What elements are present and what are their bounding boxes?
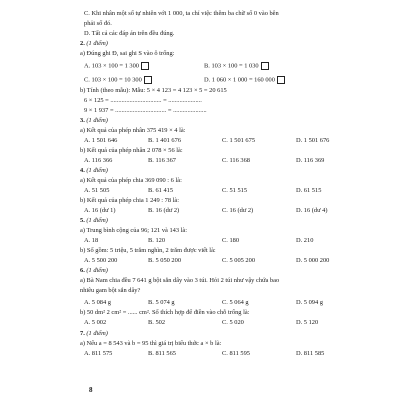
q1-option-c: C. Khi nhân một số tự nhiên với 1 000, ta chỉ việc thêm ba chữ số 0 vào bên [84, 10, 279, 17]
q2a-option-d [204, 76, 285, 84]
option-b: B. 5 050 200 [148, 257, 182, 264]
question-7-heading [80, 330, 108, 338]
question-4-heading [80, 167, 108, 175]
option-d: D. 116 369 [296, 157, 325, 164]
q2b-line-2: 9 × 1 937 = ................................ = ..................... [84, 107, 207, 114]
question-6-heading [80, 267, 108, 275]
question-3-heading [80, 117, 108, 125]
option-d: D. 5 120 [296, 319, 319, 326]
option-c: C. 51 515 [222, 187, 248, 194]
option-b: B. 61 415 [148, 187, 174, 194]
option-d: D. 5 094 g [296, 299, 323, 306]
option-b: B. 116 367 [148, 157, 176, 164]
q2a-option-c [84, 76, 152, 84]
option-text: B. 103 × 100 = 1 030 [204, 62, 259, 70]
option-b: B. 1 401 676 [148, 137, 182, 144]
points-label: (1 điểm) [86, 117, 108, 124]
option-c: C. 180 [222, 237, 240, 244]
points-label: (1 điểm) [86, 40, 108, 47]
option-b: B. 502 [148, 319, 166, 326]
answer-box[interactable] [144, 76, 152, 84]
question-number: 6. [80, 267, 85, 274]
points-label: (1 điểm) [86, 330, 108, 337]
option-b: B. 16 (dư 2) [148, 207, 180, 214]
option-b: B. 120 [148, 237, 166, 244]
points-label: (1 điểm) [86, 217, 108, 224]
option-a: A. 811 575 [84, 350, 113, 357]
option-c: C. 1 501 675 [222, 137, 256, 144]
q5b-prompt: b) Số gồm: 5 triệu, 5 trăm nghìn, 2 trăm được viết là: [80, 247, 216, 254]
question-number: 5. [80, 217, 85, 224]
q5a-prompt: a) Trung bình cộng của 96; 121 và 143 là: [80, 227, 188, 234]
q4b-prompt: b) Kết quả của phép chia 1 249 : 78 là: [80, 197, 180, 204]
option-d: D. 5 000 200 [296, 257, 330, 264]
q2a-prompt: a) Đúng ghi Đ, sai ghi S vào ô trống: [80, 50, 175, 57]
option-c: C. 116 368 [222, 157, 250, 164]
option-d: D. 61 515 [296, 187, 322, 194]
option-d: D. 811 585 [296, 350, 325, 357]
points-label: (1 điểm) [86, 167, 108, 174]
q7a-prompt: a) Nếu a = 8 543 và b = 95 thì giá trị biểu thức a × b là: [80, 340, 222, 347]
option-c: C. 811 595 [222, 350, 250, 357]
option-c: C. 5 064 g [222, 299, 249, 306]
option-a: A. 16 (dư 1) [84, 207, 116, 214]
question-number: 7. [80, 330, 85, 337]
option-text: C. 103 × 100 = 10 300 [84, 76, 142, 84]
option-a: A. 51 505 [84, 187, 110, 194]
option-b: B. 811 565 [148, 350, 176, 357]
option-b: B. 5 074 g [148, 299, 175, 306]
option-d: D. 1 501 676 [296, 137, 330, 144]
option-c: C. 16 (dư 2) [222, 207, 254, 214]
q2b-prompt: b) Tính (theo mẫu): Mẫu: 5 × 4 123 = 4 123 × 5 = 20 615 [80, 87, 227, 94]
option-a: A. 5 500 200 [84, 257, 118, 264]
question-number: 2. [80, 40, 85, 47]
option-d: D. 210 [296, 237, 314, 244]
q1-option-c-cont: phải số đó. [84, 20, 112, 27]
question-5-heading [80, 217, 108, 225]
option-d: D. 16 (dư 4) [296, 207, 328, 214]
q2a-option-b [204, 62, 269, 70]
answer-box[interactable] [141, 62, 149, 70]
points-label: (1 điểm) [86, 267, 108, 274]
option-c: C. 5 005 200 [222, 257, 256, 264]
q2a-option-a [84, 62, 149, 70]
question-number: 3. [80, 117, 85, 124]
option-c: C. 5 020 [222, 319, 244, 326]
q3b-prompt: b) Kết quả của phép nhân 2 078 × 56 là: [80, 147, 183, 154]
answer-box[interactable] [277, 76, 285, 84]
answer-box[interactable] [261, 62, 269, 70]
option-a: A. 18 [84, 237, 99, 244]
q2b-line-1: 6 × 125 = ................................ = ..................... [84, 97, 202, 104]
page-number: 8 [89, 386, 93, 394]
q1-option-d: D. Tất cả các đáp án trên đều đúng. [84, 30, 175, 37]
option-a: A. 1 501 646 [84, 137, 118, 144]
option-a: A. 116 366 [84, 157, 113, 164]
q6a-prompt: a) Bà Nam chia đều 7 641 g bột sắn dây vào 3 túi. Hỏi 2 túi như vậy chứa bao [80, 277, 280, 284]
option-a: A. 5 002 [84, 319, 107, 326]
q6b-prompt: b) 50 dm² 2 cm² = ...... cm². Số thích hợp để điền vào chỗ trống là: [80, 309, 250, 316]
q3a-prompt: a) Kết quả của phép nhân 375 419 × 4 là: [80, 127, 186, 134]
q6a-prompt-cont: nhiêu gam bột sắn dây? [80, 287, 141, 294]
option-a: A. 5 084 g [84, 299, 111, 306]
option-text: D. 1 060 × 1 000 = 160 000 [204, 76, 275, 84]
question-number: 4. [80, 167, 85, 174]
question-2-heading [80, 40, 108, 48]
q4a-prompt: a) Kết quả của phép chia 369 090 : 6 là: [80, 177, 182, 184]
option-text: A. 103 × 100 = 1 300 [84, 62, 139, 70]
